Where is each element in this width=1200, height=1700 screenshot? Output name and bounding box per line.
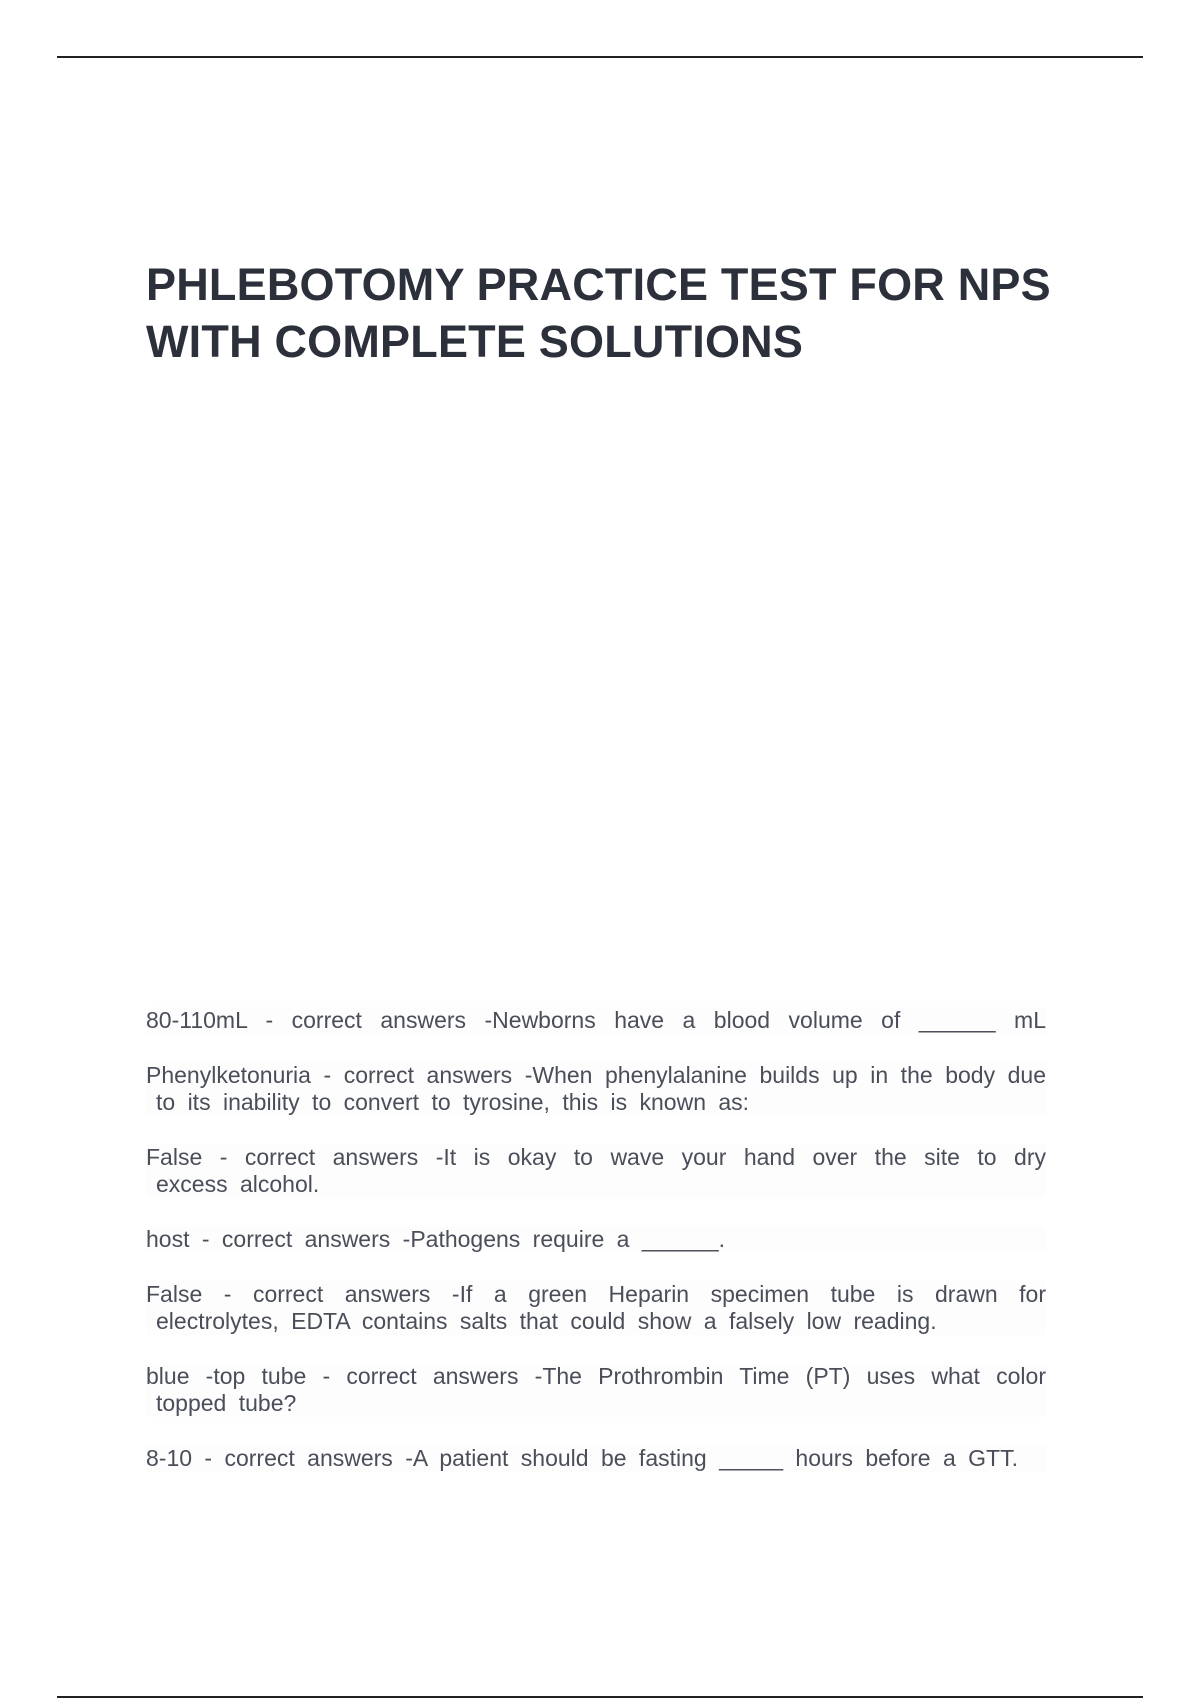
qa-item <box>146 1007 1046 1034</box>
qa-item <box>146 1226 1046 1253</box>
header-rule <box>57 56 1143 58</box>
qa-question: Newborns have a blood volume of ______ mL <box>492 1007 1046 1033</box>
qa-question: The Prothrombin Time (PT) uses what color topped tube? <box>156 1363 1046 1416</box>
qa-separator: - correct answers - <box>202 1144 444 1170</box>
qa-item <box>146 1363 1046 1417</box>
qa-answer: 80-110mL <box>146 1007 248 1033</box>
qa-item <box>146 1062 1046 1116</box>
document-title: PHLEBOTOMY PRACTICE TEST FOR NPS WITH COMPLETE SOLUTIONS <box>146 259 1051 367</box>
qa-answer: 8-10 <box>146 1445 193 1471</box>
footer-rule <box>57 1696 1143 1698</box>
qa-item <box>146 1445 1046 1472</box>
qa-question: A patient should be fasting _____ hours before a GTT. <box>412 1445 1018 1471</box>
qa-item <box>146 1144 1046 1198</box>
qa-list <box>146 1007 1046 1500</box>
qa-separator: - correct answers - <box>192 1445 413 1471</box>
qa-separator: - correct answers - <box>202 1281 460 1307</box>
qa-answer: False <box>146 1281 203 1307</box>
qa-question: Pathogens require a ______. <box>410 1226 725 1252</box>
qa-answer: Phenylketonuria <box>146 1062 311 1088</box>
qa-item <box>146 1281 1046 1335</box>
qa-separator: - correct answers - <box>247 1007 493 1033</box>
qa-separator: - correct answers - <box>189 1226 411 1252</box>
qa-question: When phenylalanine builds up in the body due to its inability to convert to tyrosine, this is known as: <box>156 1062 1046 1115</box>
qa-answer: host <box>146 1226 190 1252</box>
qa-separator: - correct answers - <box>306 1363 543 1389</box>
qa-answer: False <box>146 1144 203 1170</box>
qa-question: If a green Heparin specimen tube is drawn for electrolytes, EDTA contains salts that could show a falsely low reading. <box>156 1281 1046 1334</box>
qa-answer: blue -top tube <box>146 1363 307 1389</box>
qa-question: It is okay to wave your hand over the site to dry excess alcohol. <box>156 1144 1046 1197</box>
qa-separator: - correct answers - <box>310 1062 533 1088</box>
